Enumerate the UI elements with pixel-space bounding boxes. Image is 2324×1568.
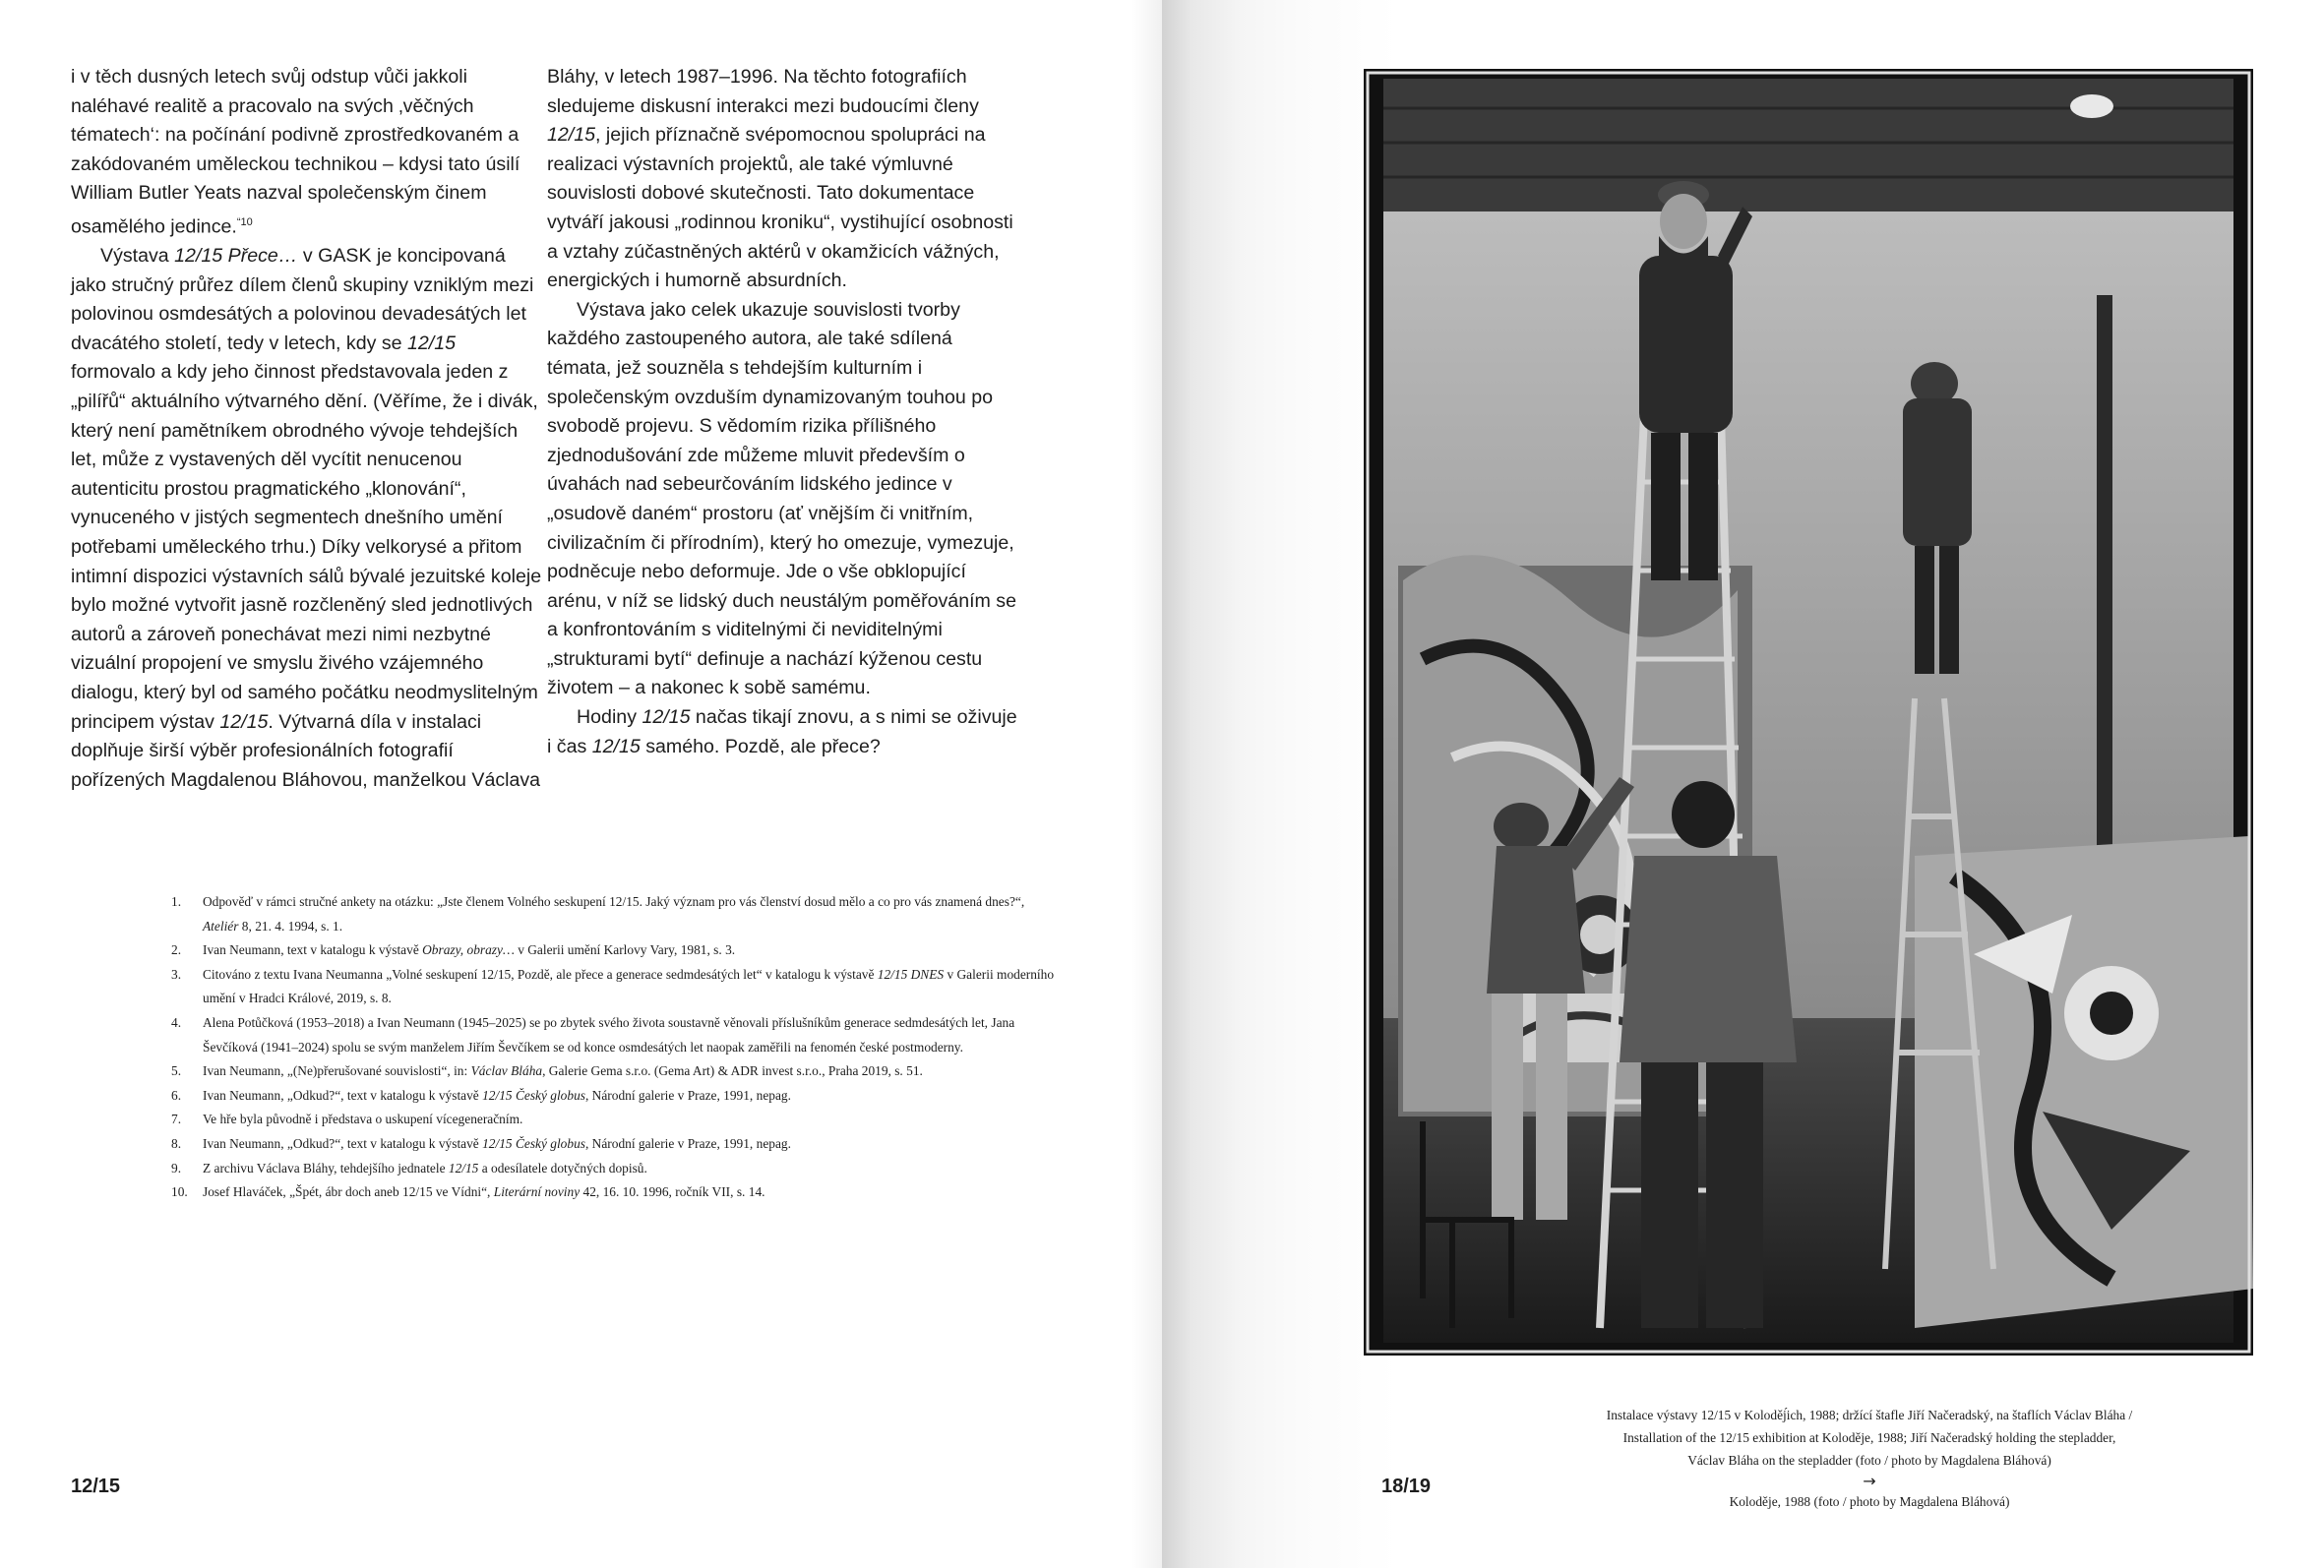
footnote-number: 4. [171,1014,182,1030]
footnote-italic: Obrazy, obrazy… [422,942,515,958]
footnote-text: Z archivu Václava Bláhy, tehdejšího jednatele [203,1160,449,1176]
footnote-item [171,1132,1057,1157]
paragraph-text: načas tikají znovu, a s nimi se oživuje i čas [547,706,1017,757]
paragraph-4: Výstava jako celek ukazuje souvislosti tvorby každého zastoupeného autora, ale také sdílená témata, jež souzněla s tehdejším kulturním i společenským ovzduším dynamizovaným touhou po svobodě projevu. S vědomím rizika přílišného zjednodušování zde můžeme mluvit především o úvahách nad sebeurčováním lidského jedince v „osudově daném“ prostoru (ať vnějším či vnitřním, civilizačním či přírodním), který ho omezuje, vymezuje, podněcuje nebo deformuje. Jde o vše obklopující arénu, v níž se lidský duch neustálým poměřováním se a konfrontováním s viditelnými či neviditelnými „strukturami bytí“ definuje a nachází kýženou cestu životem – a nakonec k sobě samému. [547,298,1017,699]
footnote-number: 1. [171,894,182,909]
right-text-column [547,63,1019,761]
footnote-italic: Václav Bláha [470,1063,543,1079]
footnote-item [171,890,1057,938]
paragraph-text: . Výtvarná díla v instalaci doplňuje širší výběr profesionálních fotografií pořízených Magdalenou Bláhovou, manželkou Václava [71,710,541,791]
left-text-column [71,63,543,795]
paragraph-5 [547,703,1019,761]
footnote-item [171,1108,1057,1132]
footnote-text: , Národní galerie v Praze, 1991, nepag. [584,1135,791,1151]
exhibition-title-italic: 12/15 Přece… [174,245,298,268]
paragraph-text: v GASK je koncipovaná jako stručný průřez dílem členů skupiny vzniklým mezi polovinou osmdesátých a polovinou devadesátých let dvacátého století, tedy v letech, kdy se [71,245,534,354]
page-number-right: 18/19 [1381,1476,1432,1497]
paragraph-3 [547,63,1019,296]
photo-caption [1476,1405,2263,1514]
footnote-italic: Ateliér [203,918,239,934]
paragraph-text: Výstava [100,245,175,268]
footnote-text: v Galerii umění Karlovy Vary, 1981, s. 3. [514,942,736,958]
footnote-italic: 12/15 [448,1160,479,1176]
group-name-italic: 12/15 [642,706,691,729]
footnote-number: 9. [171,1160,182,1176]
footnote-text: Ivan Neumann, „Odkud?“, text v katalogu k výstavě [203,1087,483,1103]
paragraph-text: samého. Pozdě, ale přece? [640,735,881,757]
footnote-italic: 12/15 DNES [877,966,945,982]
paragraph-1 [71,63,543,242]
footnote-text: Ivan Neumann, „Odkud?“, text v katalogu k výstavě [203,1135,483,1151]
footnote-text: Ivan Neumann, „(Ne)přerušované souvislosti“, in: [203,1063,471,1079]
paragraph-text: Hodiny [577,706,642,729]
footnote-text: v Galerii moderního umění v Hradci Králové, 2019, s. 8. [203,966,1055,1006]
footnote-number: 7. [171,1112,182,1127]
footnote-item [171,1157,1057,1181]
footnote-text: Alena Potůčková (1953–2018) a Ivan Neumann (1945–2025) se po zbytek svého života soustavně věnovali příslušníkům generace sedmdesátých let, Jana Ševčíková (1941–2024) spolu se svým manželem Jiřím Ševčíkem se od konce osmdesátých let naopak zaměřili na fenomén české postmoderny. [203,1014,1015,1055]
footnote-ref-10[interactable]: “10 [236,215,253,228]
painting-right [1915,836,2253,1328]
footnote-text: Citováno z textu Ivana Neumanna „Volné seskupení 12/15, Pozdě, ale přece a generace sedmdesátých let“ v katalogu k výstavě [203,966,878,982]
paragraph-text: Bláhy, v letech 1987–1996. Na těchto fotografiích sledujeme diskusní interakci mezi budoucími členy [547,66,979,117]
paragraph-text: , jejich příznačně svépomocnou spolupráci na realizaci výstavních projektů, ale také výmluvné souvislosti dobové skutečnosti. Tato dokumentace vytváří jakousi „rodinnou kroniku“, vystihující osobnosti a vztahy zúčastněných aktérů v okamžicích vážných, energických i humorně absurdních. [547,124,1013,292]
gutter-shadow [1131,0,1162,1568]
caption-line: Václav Bláha on the stepladder (foto / photo by Magdalena Bláhová) [1687,1452,2051,1468]
footnote-number: 6. [171,1087,182,1103]
paragraph-text: formovalo a kdy jeho činnost představovala jeden z „pilířů“ aktuálního výtvarného dění. (Věříme, že i divák, který není pamětníkem obrodného vývoje tehdejších let, může z vystavených děl vycítit nenucenou autenticitu prostou pragmatického „klonování“, vynuceného v jistých segmentech dnešního umění potřebami uměleckého trhu.) Díky velkorysé a přitom intimní dispozici výstavních sálů bývalé jezuitské koleje bylo možné vytvořit jasně rozčleněný sled jednotlivých autorů a zároveň ponechávat mezi nimi nezbytné vizuální propojení ve smyslu živého vzájemného dialogu, který byl od samého počátku neodmyslitelným principem výstav [71,361,542,733]
footnote-item [171,938,1057,963]
footnote-text: , Národní galerie v Praze, 1991, nepag. [584,1087,791,1103]
arrow-right-icon: → [1863,1472,1876,1491]
caption-line: Installation of the 12/15 exhibition at Koloděje, 1988; Jiří Načeradský holding the stepladder, [1622,1429,2116,1445]
footnote-text: a odesílatele dotyčných dopisů. [478,1160,647,1176]
footnote-text: 42, 16. 10. 1996, ročník VII, s. 14. [580,1184,765,1200]
footnote-number: 3. [171,966,182,982]
footnote-number: 2. [171,942,182,958]
paragraph-text: i v těch dusných letech svůj odstup vůči jakkoli naléhavé realitě a pracovalo na svých ‚věčných tématech‘: na počínání podivně zprostředkovaném a zakódovaném uměleckou technikou – kdysi tato úsilí William Butler Yeats nazval společenským činem osamělého jedince. [71,66,520,238]
caption-line: Instalace výstavy 12/15 v Koloděj́ich, 1988; držící štafle Jiří Načeradský, na štaflích Václav Bláha / [1606,1408,2133,1422]
footnote-text: Odpověď v rámci stručné ankety na otázku: „Jste členem Volného seskupení 12/15. Jaký význam pro vás členství dosud mělo a co pro vás znamená dnes?“, [203,894,1025,909]
footnote-text: Ivan Neumann, text v katalogu k výstavě [203,942,423,958]
footnote-italic: 12/15 Český globus [482,1087,585,1103]
paragraph-2 [71,242,543,795]
group-name-italic: 12/15 [547,124,596,147]
footnote-item [171,963,1057,1011]
footnote-item [171,1180,1057,1205]
group-name-italic: 12/15 [407,332,457,354]
footnote-item [171,1084,1057,1109]
footnote-text: Ve hře byla původně i představa o uskupení vícegeneračním. [203,1112,523,1127]
footnotes-list [171,890,1057,1205]
footnote-number: 10. [171,1184,188,1200]
footnote-item [171,1059,1057,1084]
photo-illustration [1364,69,2253,1356]
footnote-text: , Galerie Gema s.r.o. (Gema Art) & ADR invest s.r.o., Praha 2019, s. 51. [542,1063,923,1079]
footnote-text: Josef Hlaváček, „Špét, ábr doch aneb 12/15 ve Vídni“, [203,1184,494,1200]
footnote-item [171,1011,1057,1059]
footnote-italic: 12/15 Český globus [482,1135,585,1151]
footnote-number: 5. [171,1063,182,1079]
group-name-italic: 12/15 [591,735,641,757]
caption-line: Koloděje, 1988 (foto / photo by Magdalena Bláhová) [1729,1494,2010,1510]
footnote-text: 8, 21. 4. 1994, s. 1. [238,918,343,934]
page-number-left: 12/15 [71,1476,121,1497]
exhibition-photograph [1364,69,2253,1356]
footnote-italic: Literární noviny [493,1184,581,1200]
footnote-number: 8. [171,1135,182,1151]
group-name-italic: 12/15 [219,710,269,733]
